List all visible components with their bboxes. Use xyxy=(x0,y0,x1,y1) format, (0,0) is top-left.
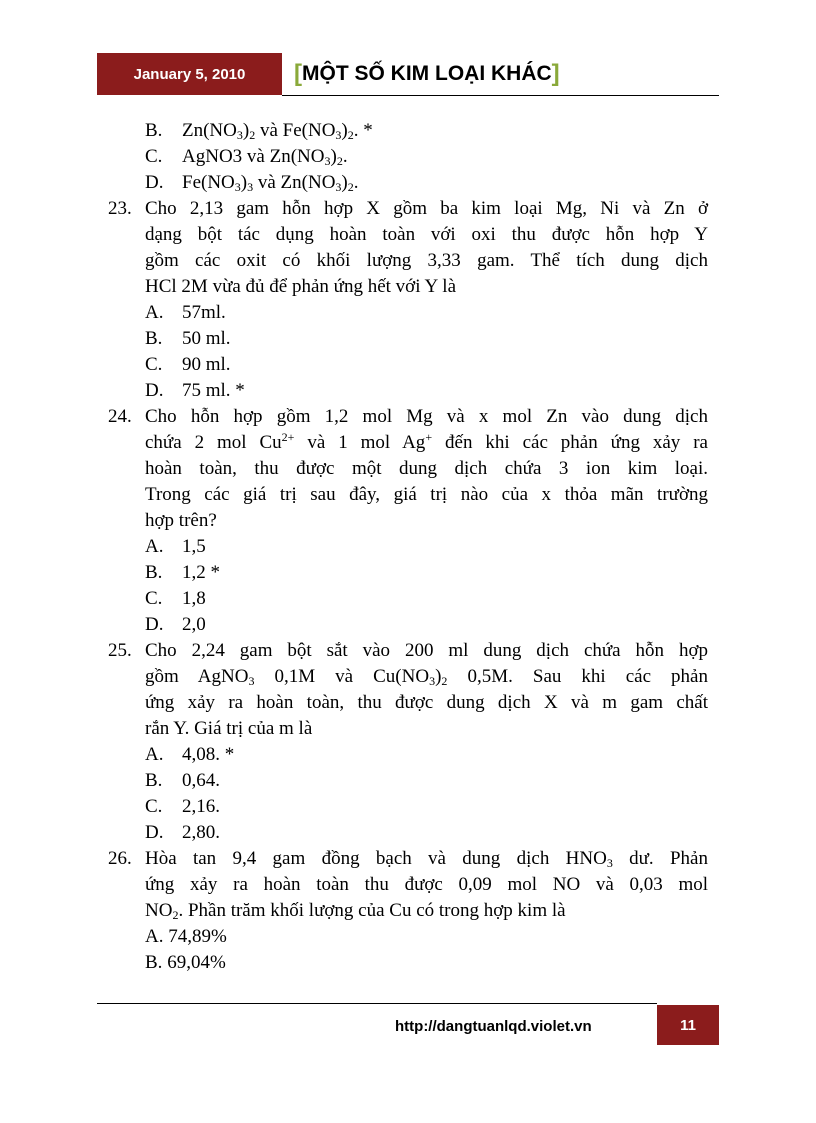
header-title xyxy=(294,56,560,92)
option-q25-d: D. 2,80. xyxy=(145,822,220,843)
question-number: 24. xyxy=(108,406,132,427)
option-q26-a: A. 74,89% xyxy=(145,926,227,947)
option-q25-b: B. 0,64. xyxy=(145,770,220,791)
bracket-open: [ xyxy=(294,60,302,87)
page-number: 11 xyxy=(657,1005,719,1045)
option-q23-d: D. 75 ml. * xyxy=(145,380,245,401)
document-title: MỘT SỐ KIM LOẠI KHÁC xyxy=(302,62,552,85)
question-26: 26. Hòa tan 9,4 gam đồng bạch và dung dịch $HNO_3$ dư. Phản xyxy=(108,848,708,870)
option-q24-c: C. 1,8 xyxy=(145,588,206,609)
header-date: January 5, 2010 xyxy=(97,53,282,95)
footer-rule xyxy=(97,1003,657,1004)
question-25: 25. Cho 2,24 gam bột sắt vào 200 ml dung dịch chứa hỗn hợp xyxy=(108,638,708,664)
option-q24-a: A. 1,5 xyxy=(145,536,206,557)
header-rule xyxy=(282,95,719,96)
option-q26-b: B. 69,04% xyxy=(145,952,226,973)
option-q24-b: B. 1,2 * xyxy=(145,562,220,583)
option-q25-a: A. 4,08. * xyxy=(145,744,235,765)
footer-url: http://dangtuanlqd.violet.vn xyxy=(395,1017,592,1035)
option-q23-c: C. 90 ml. xyxy=(145,354,231,375)
option-q24-d: D. 2,0 xyxy=(145,614,206,635)
option-q22-b: B. $Zn(NO_3)_2$ và $Fe(NO_3)_2$. * xyxy=(145,120,373,142)
option-q22-c: C. AgNO3 và $Zn(NO_3)_2$. xyxy=(145,146,348,168)
question-number: 26. xyxy=(108,848,132,869)
option-q22-d: D. $Fe(NO_3)_3$ và $Zn(NO_3)_2$. xyxy=(145,172,359,194)
option-q23-b: B. 50 ml. xyxy=(145,328,231,349)
question-number: 25. xyxy=(108,640,132,661)
bracket-close: ] xyxy=(551,60,560,87)
question-number: 23. xyxy=(108,198,132,219)
question-23: 23. Cho 2,13 gam hỗn hợp X gồm ba kim loại Mg, Ni và Zn ở xyxy=(108,196,708,222)
option-q23-a: A. 57ml. xyxy=(145,302,226,323)
question-24: 24. Cho hỗn hợp gồm 1,2 mol Mg và x mol Zn vào dung dịch xyxy=(108,404,708,430)
question-list: B. $Zn(NO_3)_2$ và $Fe(NO_3)_2$. * C. AgNO3 và $Zn(NO_3)_2$. D. $Fe(NO_3)_3$ và $Zn(NO_3)_2$. 23. Cho 2,13 gam hỗn hợp X gồm ba kim loại Mg, Ni và Zn ở dạng bột tác dụng hoàn toàn với oxi thu được hỗn hợp Y gồm các oxit có khối lượng 3,33 gam. Thể tích dung dịch HCl 2M vừa đủ để phản ứng hết với Y là A. 57ml. B. 50 ml. C. 90 ml. D. 75 ml. * 24. Cho hỗn hợp gồm 1,2 mol Mg và x mol Zn vào dung dịch chứa 2 mol $Cu^{2+}$ và 1 mol Ag+ đến khi các phản ứng xảy ra hoàn toàn, thu được một dung dịch chứa 3 ion kim loại. Trong các giá trị sau đây, giá trị nào của x thỏa mãn trường hợp trên? A. 1,5 B. 1,2 * C. 1,8 D. 2,0 25. Cho 2,24 gam bột sắt vào 200 ml dung dịch chứa hỗn hợp gồm AgNO$_3$ 0,1M và $Cu(NO_3)_2$ 0,5M. Sau khi các phản ứng xảy ra hoàn toàn, thu được dung dịch X và m gam chất rắn Y. Giá trị của m là A. 4,08. * B. 0,64. C. 2,16. D. 2,80. 26. Hòa tan 9,4 gam đồng bạch và dung dịch $HNO_3$ dư. Phản ứng xảy ra hoàn toàn thu được 0,09 mol NO và 0,03 mol $NO_2$. Phần trăm khối lượng của Cu có trong hợp kim là A. 74,89% B. 69,04% xyxy=(108,118,708,976)
option-q25-c: C. 2,16. xyxy=(145,796,220,817)
